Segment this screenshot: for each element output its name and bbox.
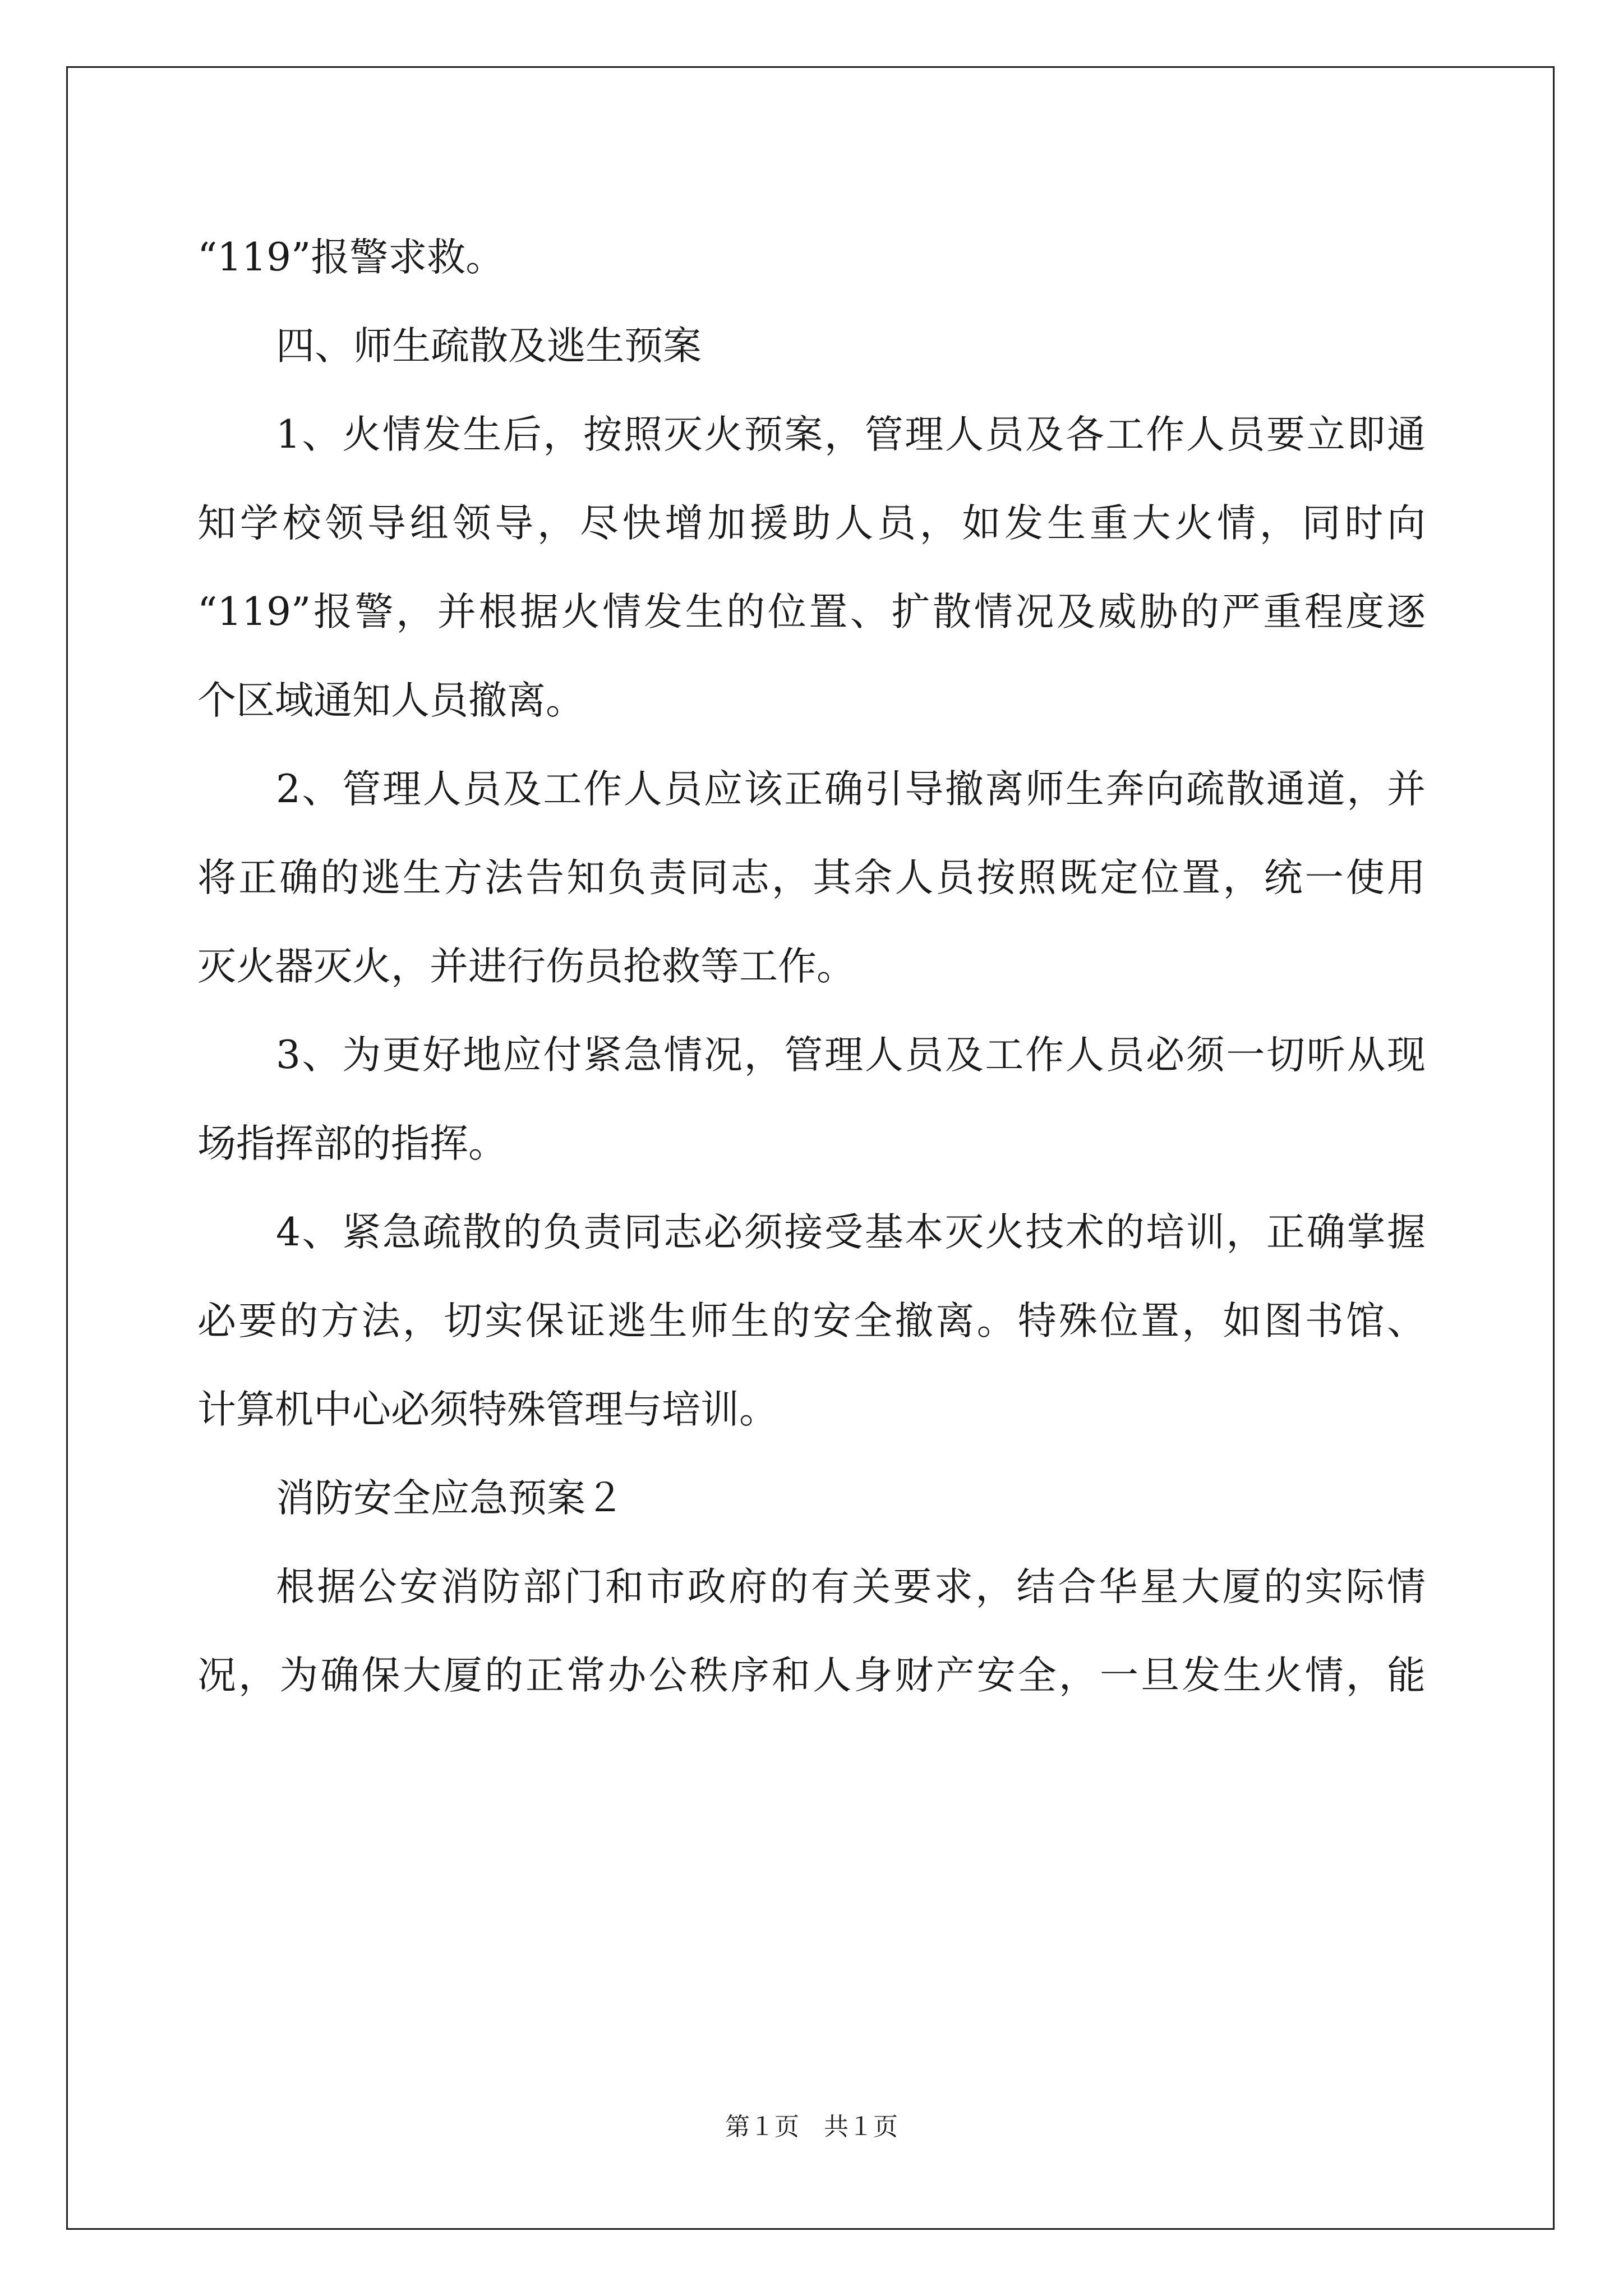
text-line: “119”报警求救。 <box>197 235 505 280</box>
text-line: 3、为更好地应付紧急情况，管理人员及工作人员必须一切听从现 <box>276 1033 1426 1078</box>
text-line: 1、火情发生后，按照灭火预案，管理人员及各工作人员要立即通 <box>276 412 1426 457</box>
text-line: 根据公安消防部门和市政府的有关要求，结合华星大厦的实际情 <box>276 1565 1426 1609</box>
text-line: 计算机中心必须特殊管理与培训。 <box>197 1387 778 1432</box>
text-line: 4、紧急疏散的负责同志必须接受基本灭火技术的培训，正确掌握 <box>276 1210 1426 1255</box>
document-body <box>197 213 1426 1720</box>
text-line: 况，为确保大厦的正常办公秩序和人身财产安全，一旦发生火情，能 <box>197 1653 1426 1698</box>
text-line: 四、师生疏散及逃生预案 <box>276 324 702 369</box>
text-line: 灭火器灭火，并进行伤员抢救等工作。 <box>197 944 855 989</box>
text-line: 将正确的逃生方法告知负责同志，其余人员按照既定位置，统一使用 <box>197 855 1426 900</box>
text-line: 知学校领导组领导，尽快增加援助人员，如发生重大火情，同时向 <box>197 501 1426 546</box>
text-line: 2、管理人员及工作人员应该正确引导撤离师生奔向疏散通道，并 <box>276 767 1426 812</box>
text-line: “119”报警，并根据火情发生的位置、扩散情况及威胁的严重程度逐 <box>197 590 1426 634</box>
text-line: 消防安全应急预案２ <box>276 1476 624 1521</box>
page-footer: 第１页 共１页 <box>725 2113 898 2141</box>
text-line: 个区域通知人员撤离。 <box>197 678 584 723</box>
text-line: 必要的方法，切实保证逃生师生的安全撤离。特殊位置，如图书馆、 <box>197 1299 1426 1343</box>
text-line: 场指挥部的指挥。 <box>197 1121 507 1166</box>
